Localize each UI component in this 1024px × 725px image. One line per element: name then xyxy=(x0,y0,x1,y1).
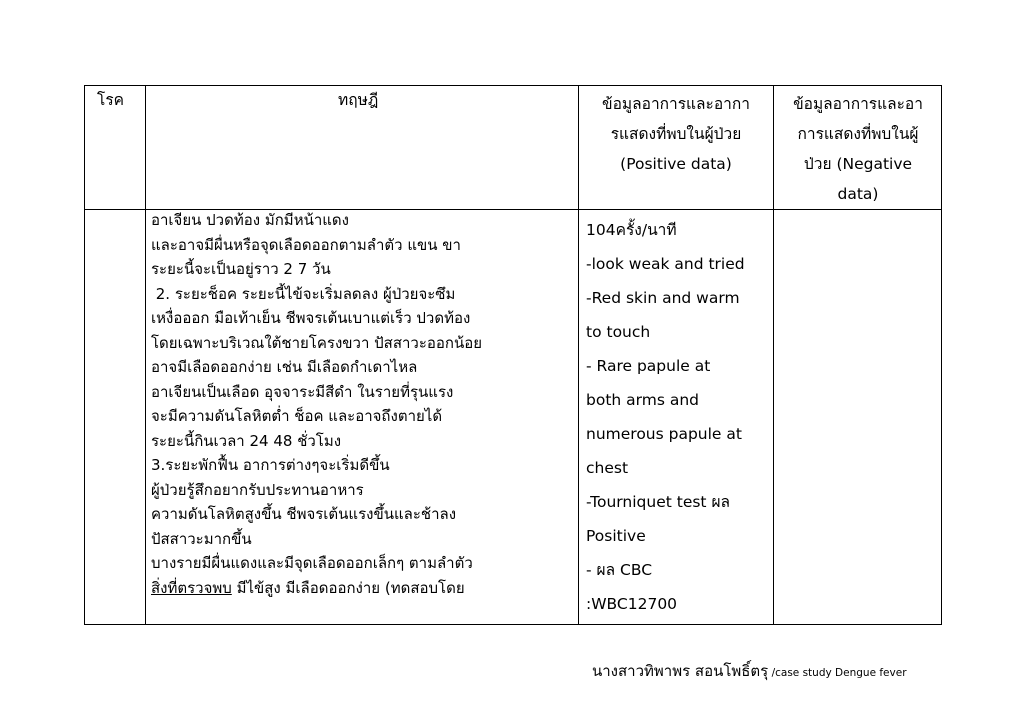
header-positive-line: (Positive data) xyxy=(620,155,732,173)
header-positive-line: ข้อมูลอาการและอากา xyxy=(602,95,750,113)
header-negative-data xyxy=(777,89,939,209)
theory-line: จะมีความดันโลหิตต่ำ ช็อค และอาจถึงตายได้ xyxy=(151,407,443,425)
positive-data-cell xyxy=(586,213,745,621)
table-left-border xyxy=(84,85,85,625)
positive-line: numerous papule at xyxy=(586,425,742,443)
header-positive-data xyxy=(582,89,770,179)
header-negative-line: การแสดงที่พบในผู้ xyxy=(797,125,919,143)
theory-line: ผู้ป่วยรู้สึกอยากรับประทานอาหาร xyxy=(151,480,364,499)
theory-line: อาจมีเลือดออกง่าย เช่น มีเลือดกำเดาไหล xyxy=(151,358,418,376)
column-divider-1 xyxy=(145,85,146,625)
theory-line: ระยะนี้กินเวลา 24 48 ชั่วโมง xyxy=(151,431,342,450)
header-disease: โรค xyxy=(97,91,125,109)
positive-line: 104ครั้ง/นาที xyxy=(586,221,677,239)
theory-line: 3.ระยะพักฟื้น อาการต่างๆจะเริ่มดีขึ้น xyxy=(151,456,390,474)
theory-last-line xyxy=(151,576,482,601)
positive-line: -Red skin and warm xyxy=(586,289,740,307)
table-bottom-border xyxy=(84,624,942,625)
header-negative-line: ป่วย (Negative xyxy=(803,155,913,173)
theory-line: ปัสสาวะมากขึ้น xyxy=(151,529,252,548)
header-negative-line: data) xyxy=(837,185,879,203)
positive-line: -look weak and tried xyxy=(586,255,745,273)
positive-line: chest xyxy=(586,459,629,477)
theory-line: และอาจมีผื่นหรือจุดเลือดออกตามลำตัว แขน ขา xyxy=(151,235,461,254)
positive-line: Positive xyxy=(586,527,646,545)
negative-data-cell xyxy=(774,210,941,624)
theory-line: 2. ระยะช็อค ระยะนี้ไข้จะเริ่มลดลง ผู้ป่วยจะซึม xyxy=(151,284,456,303)
theory-line: อาเจียนเป็นเลือด อุจจาระมีสีดำ ในรายที่รุนแรง xyxy=(151,382,454,401)
page-footer xyxy=(592,659,907,683)
positive-line: - ผล CBC xyxy=(586,561,653,579)
positive-line: :WBC12700 xyxy=(586,595,678,613)
table-top-border xyxy=(84,85,942,86)
findings-label: สิ่งที่ตรวจพบ xyxy=(151,578,232,597)
footer-case-study: /case study Dengue fever xyxy=(768,667,907,679)
footer-author: นางสาวทิพาพร สอนโพธิ์ตรุ xyxy=(592,662,769,680)
positive-line: both arms and xyxy=(586,391,700,409)
theory-line: ระยะนี้จะเป็นอยู่ราว 2 7 วัน xyxy=(151,260,331,278)
header-positive-line: รแสดงที่พบในผู้ป่วย xyxy=(610,125,742,143)
theory-line: เหงื่อออก มือเท้าเย็น ชีพจรเต้นเบาแต่เร็ว ปวดท้อง xyxy=(151,309,471,327)
theory-line: บางรายมีผื่นแดงและมีจุดเลือดออกเล็กๆ ตามลำตัว xyxy=(151,554,473,572)
positive-line: -Tourniquet test ผล xyxy=(586,493,731,511)
positive-line: to touch xyxy=(586,323,651,341)
table-right-border xyxy=(941,85,942,625)
findings-text: มีไข้สูง มีเลือดออกง่าย (ทดสอบโดย xyxy=(231,578,465,597)
positive-line: - Rare papule at xyxy=(586,357,711,375)
header-negative-line: ข้อมูลอาการและอา xyxy=(793,95,923,113)
column-divider-2 xyxy=(578,85,579,625)
header-theory: ทฤษฎี xyxy=(338,91,379,109)
theory-cell xyxy=(151,208,482,600)
theory-line: โดยเฉพาะบริเวณใต้ชายโครงขวา ปัสสาวะออกน้อย xyxy=(151,333,483,352)
theory-line: อาเจียน ปวดท้อง มักมีหน้าแดง xyxy=(151,211,349,229)
theory-line: ความดันโลหิตสูงขึ้น ชีพจรเต้นแรงขึ้นและช้าลง xyxy=(151,505,457,523)
